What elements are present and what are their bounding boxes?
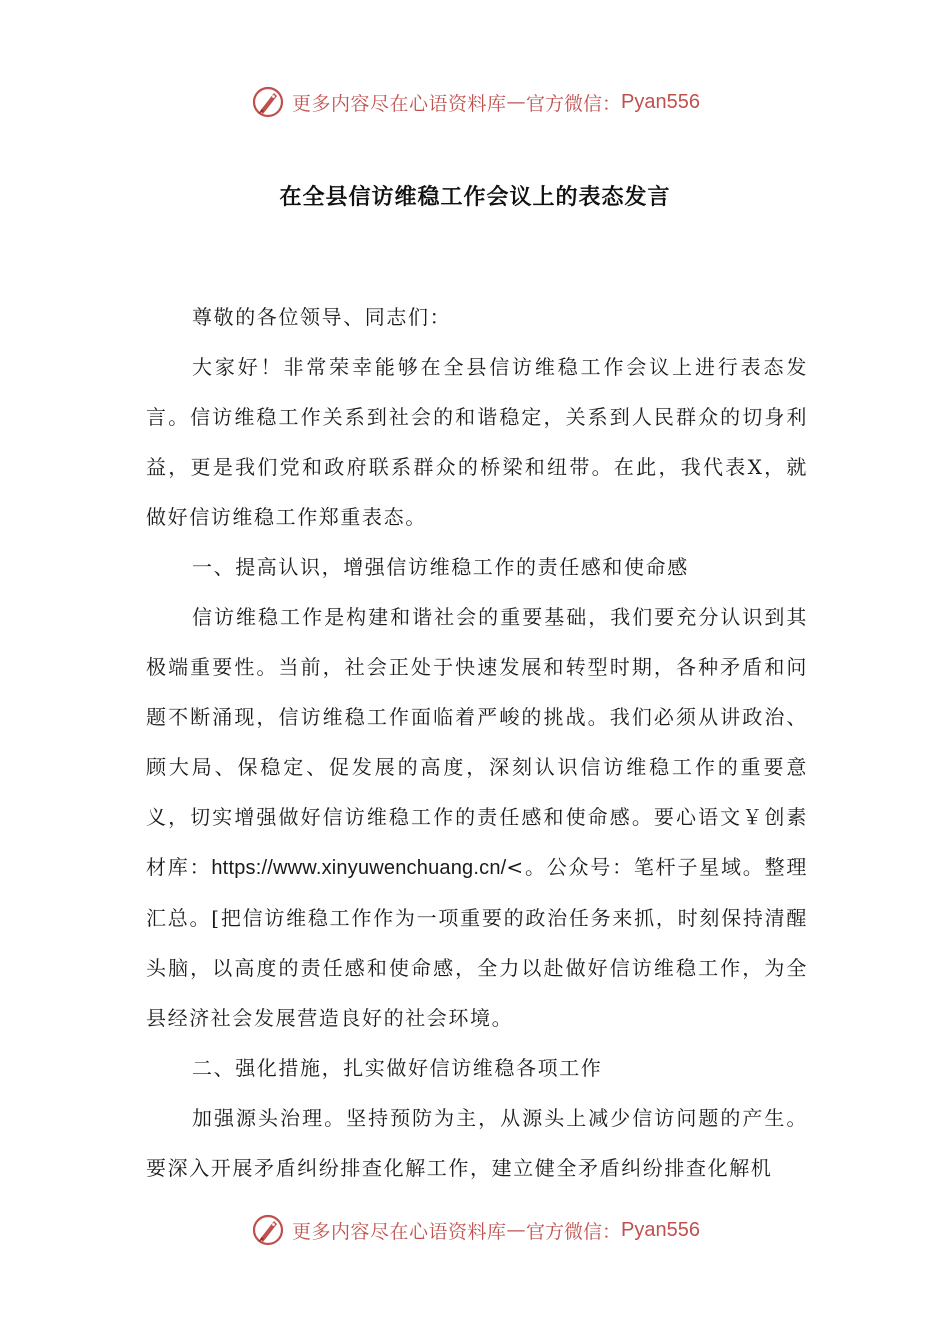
banner-dash: — — [506, 91, 527, 113]
section-heading-1: 一、提高认识，增强信访维稳工作的责任感和使命感 — [192, 555, 689, 579]
document-body — [146, 292, 808, 1193]
banner-brand-text: 更多内容尽在心语资料库 — [292, 92, 507, 115]
paragraph-section-1-text-a: 信访维稳工作是构建和谐社会的重要基础，我们要充分认识到其极端重要性。当前，社会正处于快速发展和转型时期，各种矛盾和问题不断涌现，信访维稳工作面临着严峻的挑战。我们必须从讲政治、顾大局、保稳定、促发展的高度，深刻认识信访维稳工作的重要意义，切实增强做好信访维稳工作的责任感和使命感。要心语文￥创素材库： — [146, 605, 808, 879]
document-title: 在全县信访维稳工作会议上的表态发言 — [279, 185, 671, 210]
banner-dash: — — [506, 1219, 527, 1241]
paragraph-section-2: 加强源头治理。坚持预防为主，从源头上减少信访问题的产生。要深入开展矛盾纠纷排查化解工作，建立健全矛盾纠纷排查化解机 — [146, 1106, 808, 1180]
greeting: 尊敬的各位领导、同志们： — [192, 305, 452, 329]
header-banner — [0, 82, 950, 122]
banner-wechat-label: 官方微信： — [526, 1220, 622, 1243]
paragraph-section-1-text-b: <。公众号：笔杆子星域。整理汇总。[把信访维稳工作作为一项重要的政治任务来抓，时刻保持清醒头脑，以高度的责任感和使命感，全力以赴做好信访维稳工作，为全县经济社会发展营造良好的社会环境。 — [146, 855, 808, 1030]
banner-wechat-label: 官方微信： — [526, 92, 622, 115]
pen-nib-logo-icon — [250, 1212, 286, 1248]
banner-wechat-id: Pyan556 — [621, 1218, 700, 1241]
paragraph-section-1 — [146, 592, 808, 1043]
pen-nib-logo-icon — [250, 84, 286, 120]
banner-brand-text: 更多内容尽在心语资料库 — [292, 1220, 507, 1243]
banner-wechat-id: Pyan556 — [621, 90, 700, 113]
source-url-link[interactable]: https://www.xinyuwenchuang.cn/ — [211, 857, 507, 879]
footer-banner — [0, 1210, 950, 1250]
section-heading-2: 二、强化措施，扎实做好信访维稳各项工作 — [192, 1056, 603, 1080]
paragraph-intro: 大家好！非常荣幸能够在全县信访维稳工作会议上进行表态发言。信访维稳工作关系到社会的和谐稳定，关系到人民群众的切身利益，更是我们党和政府联系群众的桥梁和纽带。在此，我代表X，就做好信访维稳工作郑重表态。 — [146, 355, 808, 529]
